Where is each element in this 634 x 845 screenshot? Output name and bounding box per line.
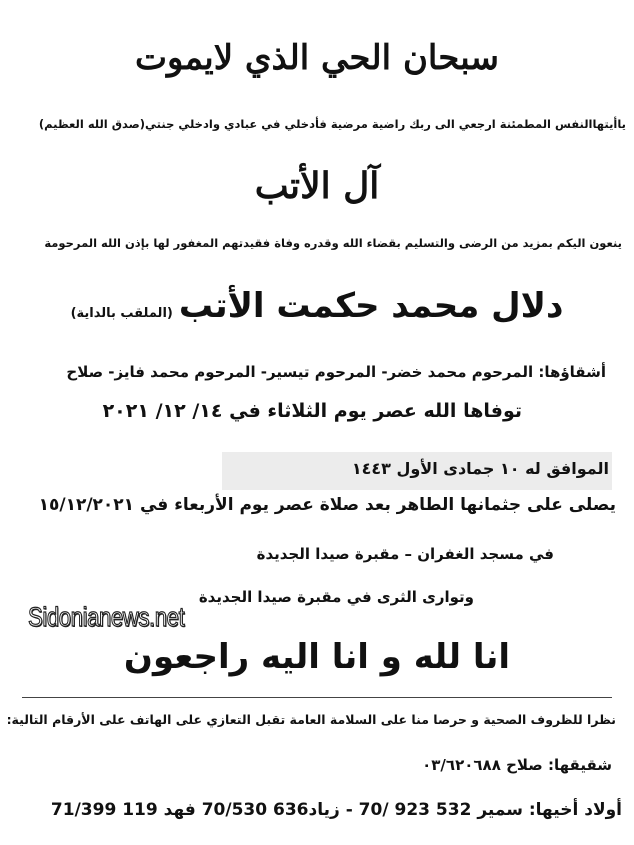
page-title: سبحان الحي الذي لايموت [135, 38, 499, 78]
quran-verse: ياأيتهاالنفس المطمئنة ارجعي الى ربك راضية مرضية فأدخلي في عبادي وادخلي جنتي(صدق الله العظيم) [38, 117, 626, 131]
deceased-nickname: (الملقب بالداية) [70, 306, 173, 321]
hijri-date-line: الموافق له ١٠ جمادى الأول ١٤٤٣ [351, 459, 609, 478]
family-name: آل الأتب [254, 165, 380, 207]
deceased-heading [0, 286, 634, 326]
death-line: توفاها الله عصر يوم الثلاثاء في ١٤/ ١٢/ ٢٠٢١ [102, 400, 522, 422]
quran-closing-line: انا لله و انا اليه راجعون [123, 637, 511, 677]
nephews-contacts: أولاد أخيها: سمير 532 923 /70 - زياد636 70/530 فهد 119 71/399 [50, 800, 622, 820]
mourning-line: ينعون اليكم بمزيد من الرضى والتسليم بقضاء الله وقدره وفاة فقيدتهم المغفور لها بإذن الله المرحومة [44, 236, 622, 250]
divider [22, 697, 612, 698]
deceased-name: دلال محمد حكمت الأتب [178, 286, 564, 326]
burial-line: وتوارى الثرى في مقبرة صيدا الجديدة [198, 588, 474, 606]
watermark: Sidonianews.net [28, 602, 185, 632]
condolence-notice: نظرا للظروف الصحية و حرصا منا على السلامة العامة تقبل التعازي على الهاتف على الأرقام التالية: [6, 712, 616, 727]
siblings-line: أشقاؤها: المرحوم محمد خضر- المرحوم تيسير- المرحوم محمد فايز- صلاح [66, 363, 606, 381]
mosque-line: في مسجد الغفران – مقبرة صيدا الجديدة [256, 545, 554, 563]
brother-contact: شقيقها: صلاح ٠٣/٦٢٠٦٨٨ [422, 756, 612, 774]
prayer-line: يصلى على جثمانها الطاهر بعد صلاة عصر يوم الأربعاء في ١٥/١٢/٢٠٢١ [38, 495, 616, 515]
